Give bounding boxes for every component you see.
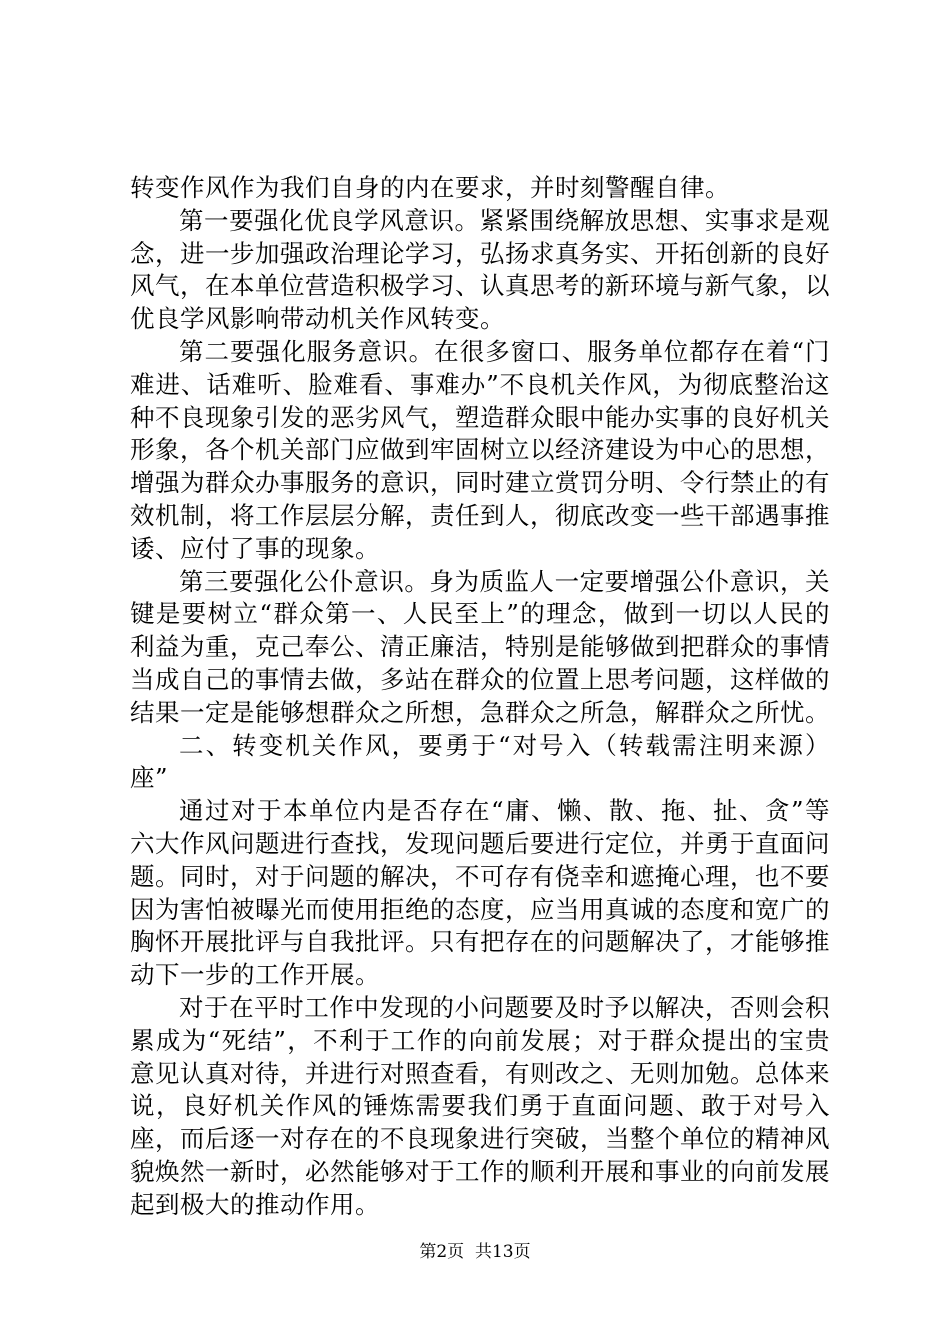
paragraph-6: 对于在平时工作中发现的小问题要及时予以解决，否则会积累成为“死结”，不利于工作的向前发展；对于群众提出的宝贵意见认真对待，并进行对照查看，有则改之、无则加勉。总体来说，良好机关作风的锤炼需要我们勇于直面问题、敢于对号入座，而后逐一对存在的不良现象进行突破，当整个单位的精神风貌焕然一新时，必然能够对于工作的顺利开展和事业的向前发展起到极大的推动作用。 [130, 992, 830, 1219]
section-heading: 二、转变机关作风，要勇于“对号入（转载需注明来源）座” [130, 730, 830, 793]
paragraph-2: 第一要强化优良学风意识。紧紧围绕解放思想、实事求是观念，进一步加强政治理论学习，弘扬求真务实、开拓创新的良好风气，在本单位营造积极学习、认真思考的新环境与新气象，以优良学风影响带动机关作风转变。 [130, 205, 830, 334]
paragraph-3: 第二要强化服务意识。在很多窗口、服务单位都存在着“门难进、话难听、脸难看、事难办”不良机关作风，为彻底整治这种不良现象引发的恶劣风气，塑造群众眼中能办实事的良好机关形象，各个机关部门应做到牢固树立以经济建设为中心的思想，增强为群众办事服务的意识，同时建立赏罚分明、令行禁止的有效机制，将工作层层分解，责任到人，彻底改变一些干部遇事推诿、应付了事的现象。 [130, 336, 830, 563]
document-body [130, 172, 830, 1222]
page-footer [0, 1241, 950, 1263]
page-number: 第2页 共13页 [419, 1242, 531, 1262]
paragraph-1: 转变作风作为我们自身的内在要求，并时刻警醒自律。 [130, 173, 730, 202]
paragraph-5: 通过对于本单位内是否存在“庸、懒、散、拖、扯、贪”等六大作风问题进行查找，发现问题后要进行定位，并勇于直面问题。同时，对于问题的解决，不可存有侥幸和遮掩心理，也不要因为害怕被曝光而使用拒绝的态度，应当用真诚的态度和宽广的胸怀开展批评与自我批评。只有把存在的问题解决了，才能够推动下一步的工作开展。 [130, 796, 830, 990]
paragraph-4: 第三要强化公仆意识。身为质监人一定要增强公仆意识，关键是要树立“群众第一、人民至上”的理念，做到一切以人民的利益为重，克己奉公、清正廉洁，特别是能够做到把群众的事情当成自己的事情去做，多站在群众的位置上思考问题，这样做的结果一定是能够想群众之所想，急群众之所急，解群众之所忧。 [130, 566, 830, 727]
